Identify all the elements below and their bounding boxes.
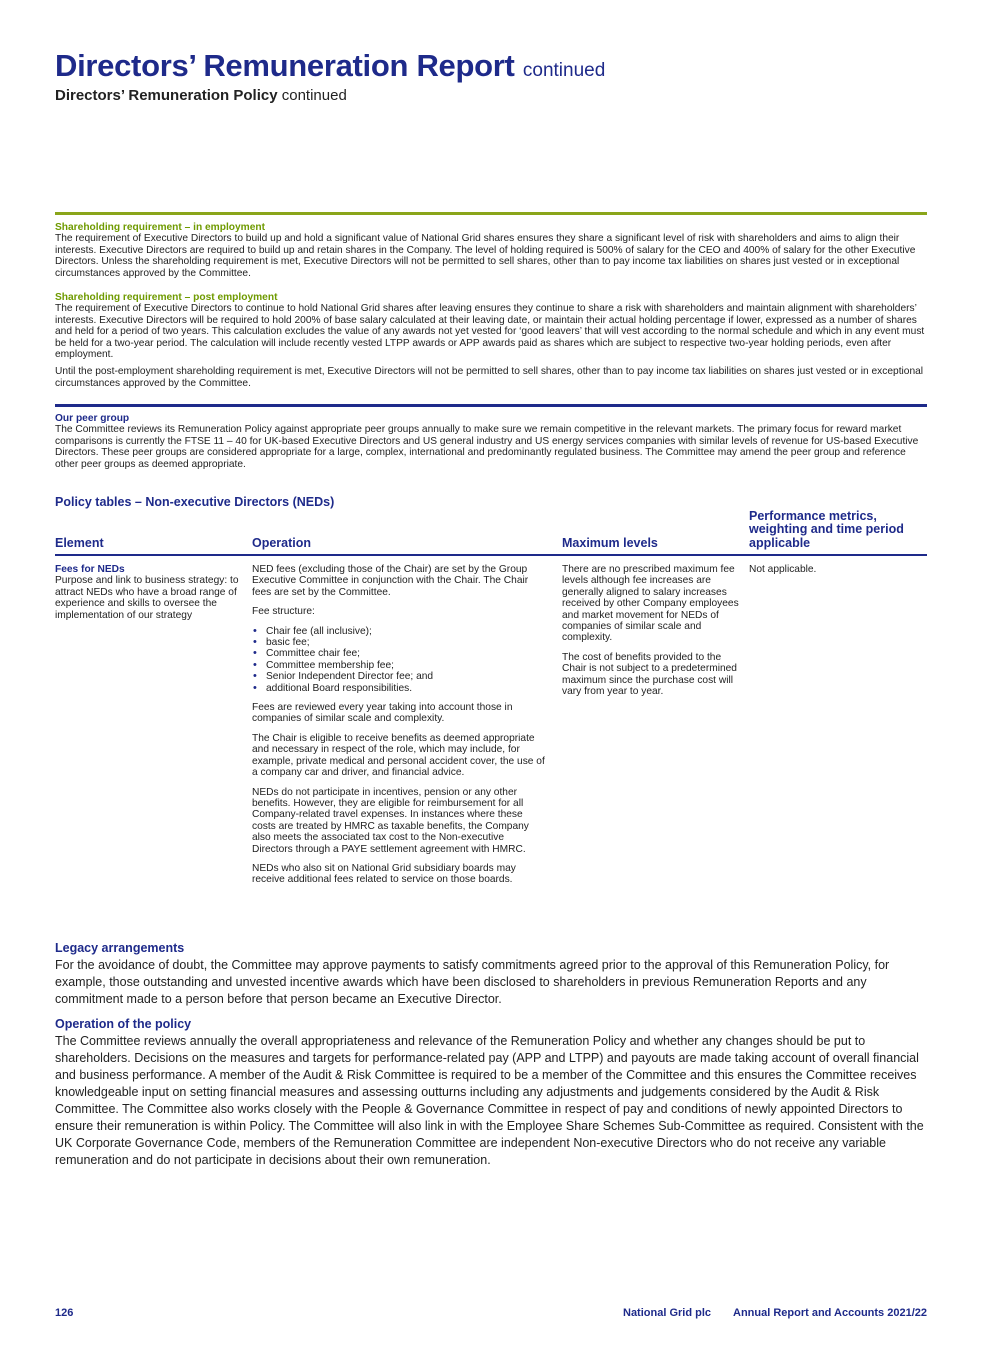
maximum-paragraph: There are no prescribed maximum fee levels although fee increases are generally aligned to salary increases received by other Company employees and market movement for NEDs of companies of similar scale and complexity.: [562, 564, 739, 644]
operation-of-policy-heading: Operation of the policy: [55, 1017, 192, 1031]
operation-paragraph: NEDs do not participate in incentives, pension or any other benefits. However, they are eligible for reimbursement for all Company-related travel expenses. In instances where these costs are treated by HMRC as taxable benefits, the Company also meets the associated tax cost to the Non-executive Directors through a PAYE settlement agreement with HMRC.: [252, 786, 529, 855]
footer-company: National Grid plc: [623, 1307, 712, 1319]
page-title-suffix: continued: [522, 60, 606, 81]
legacy-arrangements-heading: Legacy arrangements: [55, 941, 185, 955]
peer-group-section: [55, 413, 927, 476]
page-subtitle: [55, 87, 347, 104]
list-item: • additional Board responsibilities.: [266, 683, 547, 694]
list-item: • Senior Independent Director fee; and: [266, 671, 547, 682]
shareholding-in-employment-heading: Shareholding requirement – in employment: [55, 222, 266, 233]
page-subtitle-main: Directors’ Remuneration Policy: [55, 87, 278, 104]
peer-group-text: The Committee reviews its Remuneration Policy against appropriate peer groups annually to make sure we remain competitive in the relevant markets. The primary focus for reward market comparisons is currently the FTSE 11 – 40 for UK-based Executive Directors and US general industry and US energy services companies with similar levels of revenue for US-based Executive Directors. These peer groups are considered appropriate for a large, complex, international and predominantly regulated business. The Committee may amend the peer group and reference other peer groups as deemed appropriate.: [55, 424, 919, 470]
page-title: [55, 48, 605, 84]
element-text: Purpose and link to business strategy: to attract NEDs who have a broad range of experience and skills to oversee the implementation of our strategy: [55, 575, 239, 621]
header-maximum-levels: Maximum levels: [562, 535, 658, 550]
operation-of-policy-section: [55, 1017, 927, 1169]
legacy-arrangements-text: For the avoidance of doubt, the Committee may approve payments to satisfy commitments agreed prior to the approval of this Remuneration Policy, for example, those outstanding and unvested incentive awards which have been disclosed to shareholders in previous Remuneration Reports and any commitment made to a person before that person became an Executive Director.: [55, 958, 890, 1006]
element-title: Fees for NEDs: [55, 564, 125, 575]
performance-metrics-cell: [749, 564, 927, 583]
page-number: 126: [55, 1307, 74, 1319]
list-item: • Committee chair fee;: [266, 648, 547, 659]
header-operation: Operation: [252, 535, 312, 550]
operation-paragraph: Fee structure:: [252, 606, 315, 618]
operation-paragraph: Fees are reviewed every year taking into account those in companies of similar scale and complexity.: [252, 702, 513, 725]
page-subtitle-suffix: continued: [281, 87, 347, 104]
list-item: • Committee membership fee;: [266, 660, 547, 671]
shareholding-in-employment-text: The requirement of Executive Directors to build up and hold a significant value of National Grid shares ensures they share a significant level of risk with shareholders and aims to align their interests. Executive Directors are required to build up and retain shares in the Company. The level of holding required is 500% of salary for the CEO and 400% of salary for the other Executive Directors. Unless the shareholding requirement is met, Executive Directors will not be permitted to sell shares, other than to pay income tax liabilities on shares just vested or in exceptional circumstances approved by the Committee.: [55, 233, 916, 279]
shareholding-post-employment-heading: Shareholding requirement – post employment: [55, 292, 278, 303]
maximum-levels-cell: [562, 564, 742, 705]
policy-table-header: [55, 510, 927, 556]
policy-table-title: Policy tables – Non-executive Directors (NEDs): [55, 495, 335, 509]
operation-cell: [252, 564, 547, 894]
operation-paragraph: The Chair is eligible to receive benefits as deemed appropriate and necessary in respect of the role, which may include, for example, private medical and personal accident cover, the use of a company car and driver, and financial advice.: [252, 732, 545, 779]
fee-structure-list: [252, 626, 547, 694]
page-title-main: Directors’ Remuneration Report: [55, 48, 515, 83]
shareholding-post-employment-text-1: The requirement of Executive Directors to continue to hold National Grid shares after leaving ensures they continue to share a risk with shareholders and maintain alignment with shareholders’ interests. Executive Directors will be required to hold 200% of base salary calculated at their leaving date, or maintain their actual holding percentage if lower, expressed as a number of shares and held for a period of two years. This calculation excludes the value of any awards not yet vested for ‘good leavers’ that will vest according to the normal schedule and which in any event must be held for a two-year period. The calculation will include recently vested LTPP awards or APP awards paid as shares which are subject to respective two-year holding periods, even after employment.: [55, 303, 925, 361]
list-item: • Chair fee (all inclusive);: [266, 626, 547, 637]
header-performance-metrics: Performance metrics, weighting and time period applicable: [749, 508, 904, 550]
header-element: Element: [55, 535, 104, 550]
list-item: • basic fee;: [266, 637, 547, 648]
performance-text: Not applicable.: [749, 564, 817, 575]
shareholding-in-employment-section: [55, 222, 927, 285]
blue-divider: [55, 404, 927, 407]
operation-paragraph: NED fees (excluding those of the Chair) are set by the Group Executive Committee in conjunction with the Chair. The Chair fees are set by the Committee.: [252, 564, 529, 598]
element-cell: [55, 564, 240, 621]
legacy-arrangements-section: [55, 941, 927, 1008]
footer-report-title: Annual Report and Accounts 2021/22: [733, 1307, 927, 1319]
footer-right: [623, 1307, 927, 1319]
maximum-paragraph: The cost of benefits provided to the Chair is not subject to a predetermined maximum since the purchase cost will vary from year to year.: [562, 651, 737, 698]
shareholding-post-employment-text-2: Until the post-employment shareholding requirement is met, Executive Directors will not be permitted to sell shares, other than to pay income tax liabilities on shares just vested or in exceptional circumstances approved by the Committee.: [55, 366, 924, 389]
operation-of-policy-text: The Committee reviews annually the overall appropriateness and relevance of the Remuneration Policy and whether any changes should be put to shareholders. Decisions on the measures and targets for performance-related pay (APP and LTPP) and payouts are made taking account of overall financial and business performance. A member of the Audit & Risk Committee is required to be a member of the Committee and this ensures the Committee receives knowledgeable input on setting financial measures and assessing outturns including any adjustments and judgements considered by the Audit & Risk Committee. The Committee also works closely with the People & Governance Committee in respect of pay and conditions of newly appointed Directors to ensure their remuneration is within Policy. The Committee will also link in with the Employee Share Schemes Sub-Committee as required. Consistent with the UK Corporate Governance Code, members of the Remuneration Committee are independent Non-executive Directors who do not receive any variable remuneration and do not participate in decisions about their own remuneration.: [55, 1034, 924, 1167]
peer-group-heading: Our peer group: [55, 413, 130, 424]
green-divider: [55, 212, 927, 215]
operation-paragraph: NEDs who also sit on National Grid subsidiary boards may receive additional fees related to service on those boards.: [252, 862, 516, 886]
shareholding-post-employment-section: [55, 292, 927, 395]
